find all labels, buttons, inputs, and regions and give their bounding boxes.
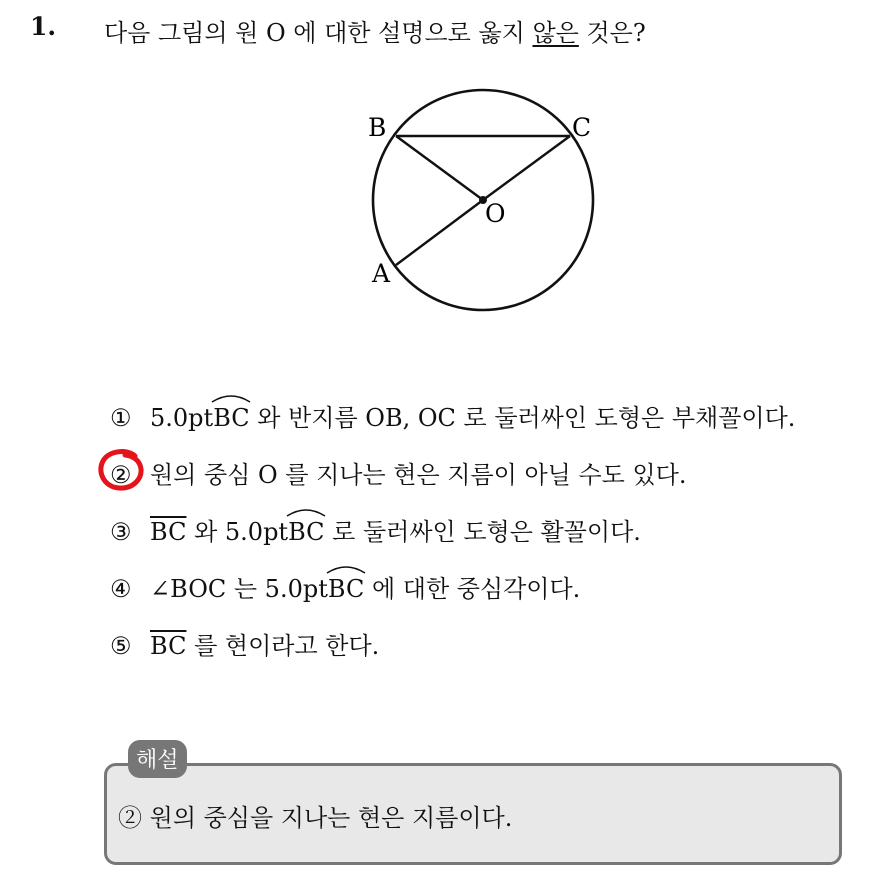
choice-3-mid: 와 5.0pt (186, 518, 289, 546)
label-o: O (485, 199, 506, 228)
answer-mark-icon (97, 447, 149, 493)
choice-4-pre: ∠BOC 는 5.0pt (150, 575, 328, 603)
segment-bc: $\overline{BC}$ (150, 632, 187, 660)
arc-bc: BC (328, 573, 364, 603)
radius-ob (396, 136, 483, 200)
choice-2-number: ② (110, 461, 132, 489)
arc-mark (286, 507, 326, 517)
arc-bc: BC (213, 402, 249, 432)
choice-5-number: ⑤ (110, 632, 132, 660)
choice-5-post: 를 현이라고 한다. (186, 632, 380, 660)
label-b: B (368, 113, 387, 142)
label-c: C (572, 113, 592, 142)
choice-1-post: 와 반지름 OB, OC 로 둘러싸인 도형은 부채꼴이다. (249, 404, 796, 432)
question-text-before: 다음 그림의 원 O 에 대한 설명으로 옳지 (104, 19, 533, 47)
choice-1-number: ① (110, 404, 132, 432)
choice-4-post: 에 대한 중심각이다. (364, 575, 581, 603)
choice-3-post: 로 둘러싸인 도형은 활꼴이다. (324, 518, 641, 546)
solution-text: ② 원의 중심을 지나는 현은 지름이다. (118, 804, 513, 832)
choice-2[interactable] (110, 455, 686, 490)
question-number: 1. (30, 12, 57, 41)
label-a: A (372, 259, 391, 288)
arc-bc: BC (288, 516, 324, 546)
arc-mark (211, 393, 251, 403)
question-text-after: 것은? (578, 19, 646, 47)
solution-tag: 해설 (128, 740, 187, 778)
choice-1[interactable] (110, 398, 795, 433)
circle-figure (340, 80, 620, 320)
question-text (104, 13, 646, 48)
question-text-underlined: 않은 (532, 19, 579, 47)
segment-bc: $\overline{BC}$ (150, 518, 187, 546)
radius-oc (483, 136, 570, 200)
choice-3[interactable] (110, 512, 641, 547)
radius-oa (396, 200, 483, 265)
choice-3-number: ③ (110, 518, 132, 546)
choice-1-pre: 5.0pt (150, 404, 214, 432)
choice-4[interactable] (110, 569, 580, 604)
choice-4-number: ④ (110, 575, 132, 603)
arc-mark (326, 564, 366, 574)
choice-5[interactable] (110, 626, 379, 661)
choice-2-text: 원의 중심 O 를 지나는 현은 지름이 아닐 수도 있다. (150, 461, 687, 489)
